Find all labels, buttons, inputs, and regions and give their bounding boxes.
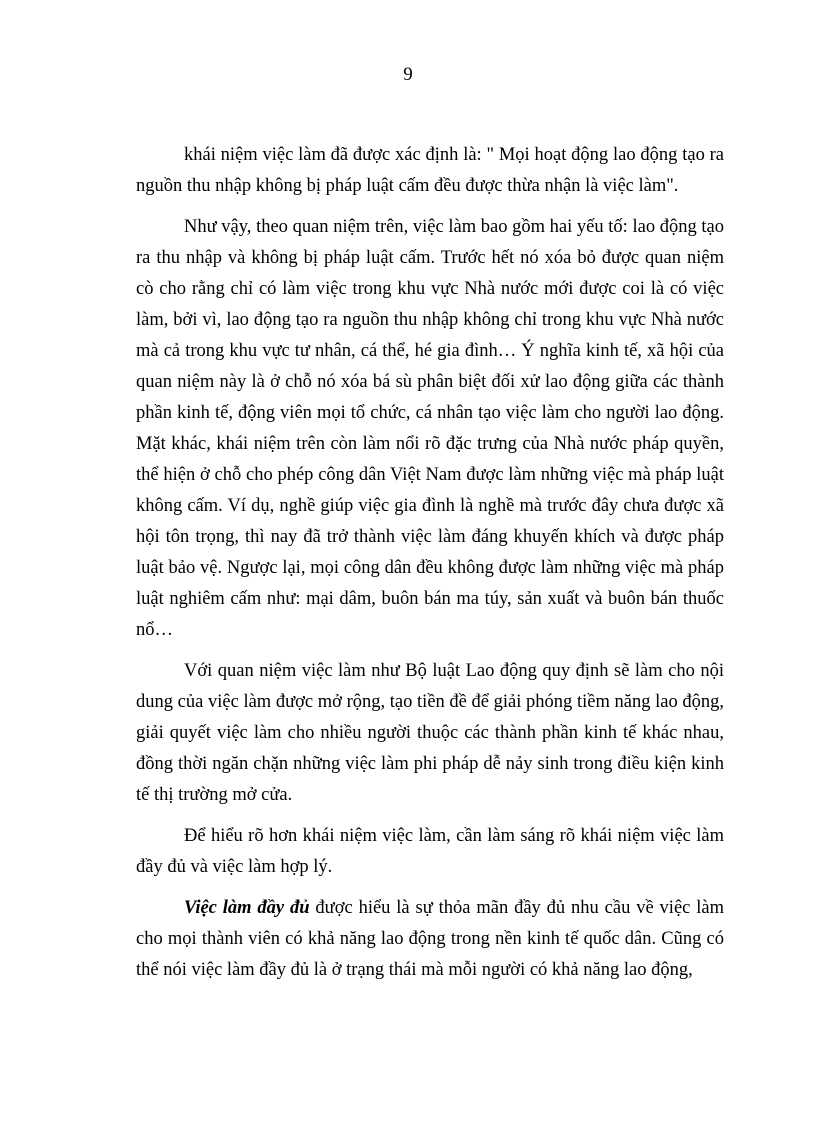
paragraph-clarify-concepts: Để hiểu rõ hơn khái niệm việc làm, cần làm sáng rõ khái niệm việc làm đầy đủ và việc làm hợp lý. (136, 826, 724, 877)
term-full-employment: Việc làm đầy đủ (184, 898, 310, 918)
paragraph-labor-code-concept: Với quan niệm việc làm như Bộ luật Lao động quy định sẽ làm cho nội dung của việc làm được mở rộng, tạo tiền đề để giải phóng tiềm năng lao động, giải quyết việc làm cho nhiều người thuộc các thành phần kinh tế khác nhau, đồng thời ngăn chặn những việc làm phi pháp dễ nảy sinh trong điều kiện kinh tế thị trường mở cửa. (136, 661, 724, 805)
paragraph-two-elements: Như vậy, theo quan niệm trên, việc làm bao gồm hai yếu tố: lao động tạo ra thu nhập và không bị pháp luật cấm. Trước hết nó xóa bỏ được quan niệm cò cho rằng chỉ có làm việc trong khu vực Nhà nước mới được coi là có việc làm, bởi vì, lao động tạo ra nguồn thu nhập không chỉ trong khu vực Nhà nước mà cả trong khu vực tư nhân, cá thể, hé gia đình… Ý nghĩa kinh tế, xã hội của quan niệm này là ở chỗ nó xóa bá sù phân biệt đối xử lao động giữa các thành phần kinh tế, động viên mọi tổ chức, cá nhân tạo việc làm cho người lao động. Mặt khác, khái niệm trên còn làm nổi rõ đặc trưng của Nhà nước pháp quyền, thể hiện ở chỗ cho phép công dân Việt Nam được làm những việc mà pháp luật không cấm. Ví dụ, nghề giúp việc gia đình là nghề mà trước đây chưa được xã hội tôn trọng, thì nay đã trở thành việc làm đáng khuyến khích và được pháp luật bảo vệ. Ngược lại, mọi công dân đều không được làm những việc mà pháp luật nghiêm cấm như: mại dâm, buôn bán ma túy, sản xuất và buôn bán thuốc nổ… (136, 217, 724, 640)
page-number: 9 (403, 64, 413, 85)
paragraph-full-employment (136, 893, 724, 986)
document-body (136, 140, 724, 996)
full-employment-definition: được hiểu là sự thỏa mãn đầy đủ nhu cầu về việc làm cho mọi thành viên có khả năng lao động trong nền kinh tế quốc dân. Cũng có thể nói việc làm đầy đủ là ở trạng thái mà mỗi người có khả năng lao động, (136, 898, 724, 980)
paragraph-definition-quote: khái niệm việc làm đã được xác định là: " Mọi hoạt động lao động tạo ra nguồn thu nhập không bị pháp luật cấm đều được thừa nhận là việc làm". (136, 145, 724, 196)
